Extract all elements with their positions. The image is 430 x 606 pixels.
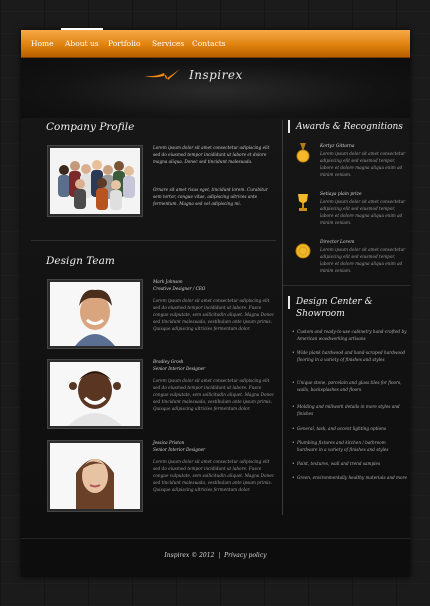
showroom-item: • Wide plank hardwood and hand-scraped hardwood flooring in a variety of finishes and styles [297,350,407,364]
trophy-icon [295,193,311,213]
member-name: Mark Johnson [153,279,183,284]
design-team-title: Design Team [46,255,115,267]
showroom-item: • Green, environmentally healthy materials and more [297,475,407,482]
awards-title: Awards & Recognitions [296,122,403,132]
showroom-item: • General, task, and accent lighting options [297,426,407,433]
member-bio: Lorem ipsum dolor sit amet consectetur adipiscing elit sed do eiusmod tempor incididunt ut labore. Fusce congue vulputate, sem sollicitudin aliquet. Magna Donec sed tincidunt malesuada, vestibulum ante ipsum primis. Quisque adipiscing ultricies fermentum dolor. [153,459,275,492]
award-text: Lorem ipsum dolor sit amet consectetur adipiscing elit sed eiusmod tempor, labore et dolore magna aliqua enim ad minim veniam. [320,151,406,177]
nav-services[interactable]: Services [152,39,185,48]
nav-home[interactable]: Home [31,39,54,48]
section-divider [283,285,410,286]
logo-text[interactable]: Inspirex [189,68,243,82]
privacy-policy-link[interactable]: Privacy policy [224,552,267,559]
section-divider [31,240,276,241]
header-area [21,58,410,118]
footer [21,538,410,577]
footer-separator: | [218,552,221,559]
company-profile-paragraph-1: Lorem ipsum dolor sit amet consectetur adipiscing elit sed do eiusmod tempor incididunt ut labore et dolore magna aliqua. Donec sed tincidunt malesuada. [153,145,270,164]
nav-about-us[interactable]: About us [65,30,99,58]
member-role: Creative Designer / CEO [153,286,206,291]
company-profile-paragraph-2: Ornare sit amet risus eget, tincidunt lorem. Curabitur sem tortor, congue vitae, adipiscing ultrices ante fermentum. Magna sed vel adipiscing mi. [153,187,268,206]
showroom-item: • Molding and millwork details in more styles and finishes [297,404,407,418]
team-member-photo [48,280,142,348]
logo-swoosh-icon [142,68,188,82]
member-bio: Lorem ipsum dolor sit amet consectetur adipiscing elit sed do eiusmod tempor incididunt ut labore. Fusce congue vulputate, sem sollicitudin aliquet. Magna Donec sed tincidunt malesuada, vestibulum ante ipsum primis. Quisque adipiscing ultricies fermentum dolor. [153,378,275,411]
coin-icon [295,241,311,261]
award-title: Setiaya plain prize [320,192,362,197]
section-accent [288,120,290,133]
nav-portfolio[interactable]: Portfolio [108,39,141,48]
company-profile-title: Company Profile [46,121,135,133]
medal-icon [295,143,311,163]
team-group-photo [48,146,142,216]
showroom-item: • Paint, textures, wall and trend samples [297,461,407,468]
team-member-photo [48,360,142,428]
team-member-photo [48,441,142,511]
member-role: Senior Interior Designer [153,366,206,371]
showroom-title: Design Center & Showroom [296,297,373,319]
column-divider [282,120,283,515]
footer-text [21,552,410,559]
page-frame [21,30,410,577]
section-accent [288,296,290,309]
member-bio: Lorem ipsum dolor sit amet consectetur adipiscing elit sed do eiusmod tempor incididunt ut labore. Fusce congue vulputate, sem sollicitudin aliquet. Magna Donec sed tincidunt malesuada, vestibulum ante ipsum primis. Quisque adipiscing ultricies fermentum dolor. [153,298,275,331]
main-nav [21,30,410,58]
nav-contacts[interactable]: Contacts [192,39,226,48]
member-name: Bradley Grosh [153,359,184,364]
member-name: Jessica Priston [153,440,185,445]
award-text: Lorem ipsum dolor sit amet consectetur adipiscing elit sed eiusmod tempor, labore et dolore magna aliqua enim ad minim veniam. [320,247,406,273]
copyright-text: Inspirex © 2012 [164,552,215,559]
showroom-item: • Custom and ready-to-use cabinetry hand-crafted by American woodworking artisans [297,329,407,343]
award-title: Director Lorem [320,240,355,245]
showroom-item: • Unique stone, porcelain and glass tiles for floors, walls, backsplashes and floors [297,380,407,394]
showroom-item: • Plumbing fixtures and kitchen / bathroom hardware in a variety of finishes and styles [297,440,407,454]
award-text: Lorem ipsum dolor sit amet consectetur adipiscing elit sed eiusmod tempor, labore et dolore magna aliqua enim ad minim veniam. [320,199,406,225]
member-role: Senior Interior Designer [153,447,206,452]
award-title: Kortyz Gittarna [320,144,355,149]
